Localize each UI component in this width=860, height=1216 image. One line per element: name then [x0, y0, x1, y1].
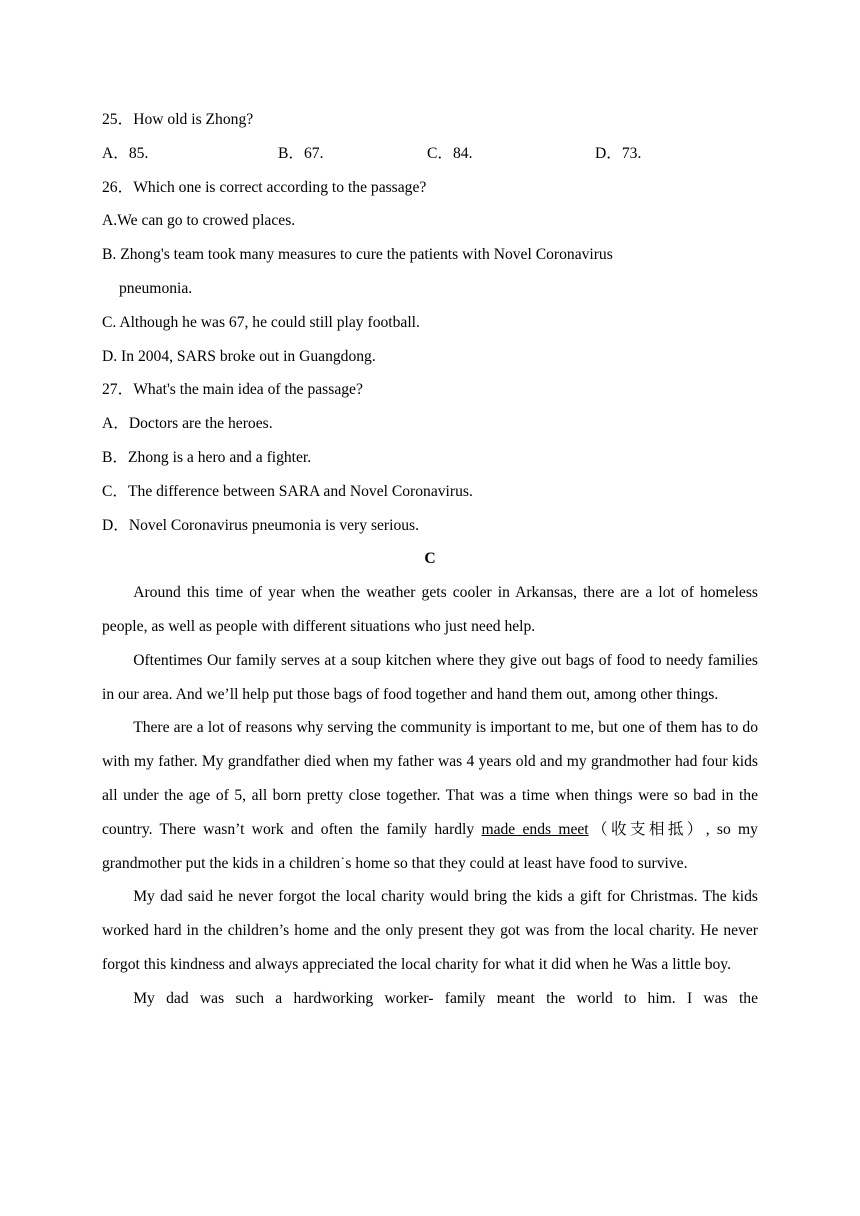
passage-paragraph-1: Around this time of year when the weather gets cooler in Arkansas, there are a lot of homeless people, as well as people with different situations who just need help. — [102, 584, 758, 635]
paragraph-3-text-before: There are a lot of reasons why serving the community is important to me, but one of them has to do with my father. My grandfather died when my father was 4 years old and my grandmother had four kids all under the age of 5, all born pretty close together. That was a time when things were so bad in the country. There wasn’t work and often the family hardly — [102, 719, 758, 838]
passage-paragraph-5: My dad was such a hardworking worker- family meant the world to him. I was the — [133, 989, 758, 1007]
paragraph-3-text-after: （收支相抵）, so my grandmother put the kids in a children˙s home so that they could at least have food to survive. — [102, 820, 758, 872]
passage-paragraph-3 — [102, 711, 758, 880]
question-27-option-a: A．Doctors are the heroes. — [102, 415, 273, 433]
question-27-stem: 27．What's the main idea of the passage? — [102, 381, 363, 399]
document-page — [102, 103, 758, 1016]
question-25-stem: 25．How old is Zhong? — [102, 111, 254, 128]
option-c: C．84. — [427, 144, 473, 162]
passage-paragraph-4: My dad said he never forgot the local charity would bring the kids a gift for Christmas. The kids worked hard in the children’s home and the only present they got was from the local charity. He never forgot this kindness and always appreciated the local charity for what it did when he Was a little boy. — [102, 888, 758, 973]
question-26-option-d: D. In 2004, SARS broke out in Guangdong. — [102, 347, 376, 365]
question-25-options — [102, 137, 758, 171]
question-27-option-b: B．Zhong is a hero and a fighter. — [102, 448, 312, 466]
question-27-option-c: C．The difference between SARA and Novel Coronavirus. — [102, 482, 473, 500]
passage-paragraph-2: Oftentimes Our family serves at a soup kitchen where they give out bags of food to needy families in our area. And we’ll help put those bags of food together and hand them out, among other things. — [102, 651, 758, 703]
question-26-option-b-line1: B. Zhong's team took many measures to cure the patients with Novel Coronavirus — [102, 246, 613, 264]
underlined-phrase: made ends meet — [481, 820, 589, 838]
option-d: D．73. — [595, 144, 642, 162]
question-26-option-a: A.We can go to crowed places. — [102, 212, 296, 230]
question-26-stem: 26．Which one is correct according to the passage? — [102, 178, 427, 196]
option-b: B．67. — [278, 144, 324, 162]
section-heading: C — [424, 550, 436, 568]
question-26-option-c: C. Although he was 67, he could still play football. — [102, 313, 420, 331]
question-27-option-d: D．Novel Coronavirus pneumonia is very serious. — [102, 516, 420, 534]
option-a: A．85. — [102, 144, 149, 162]
question-26-option-b-line2: pneumonia. — [119, 279, 193, 297]
